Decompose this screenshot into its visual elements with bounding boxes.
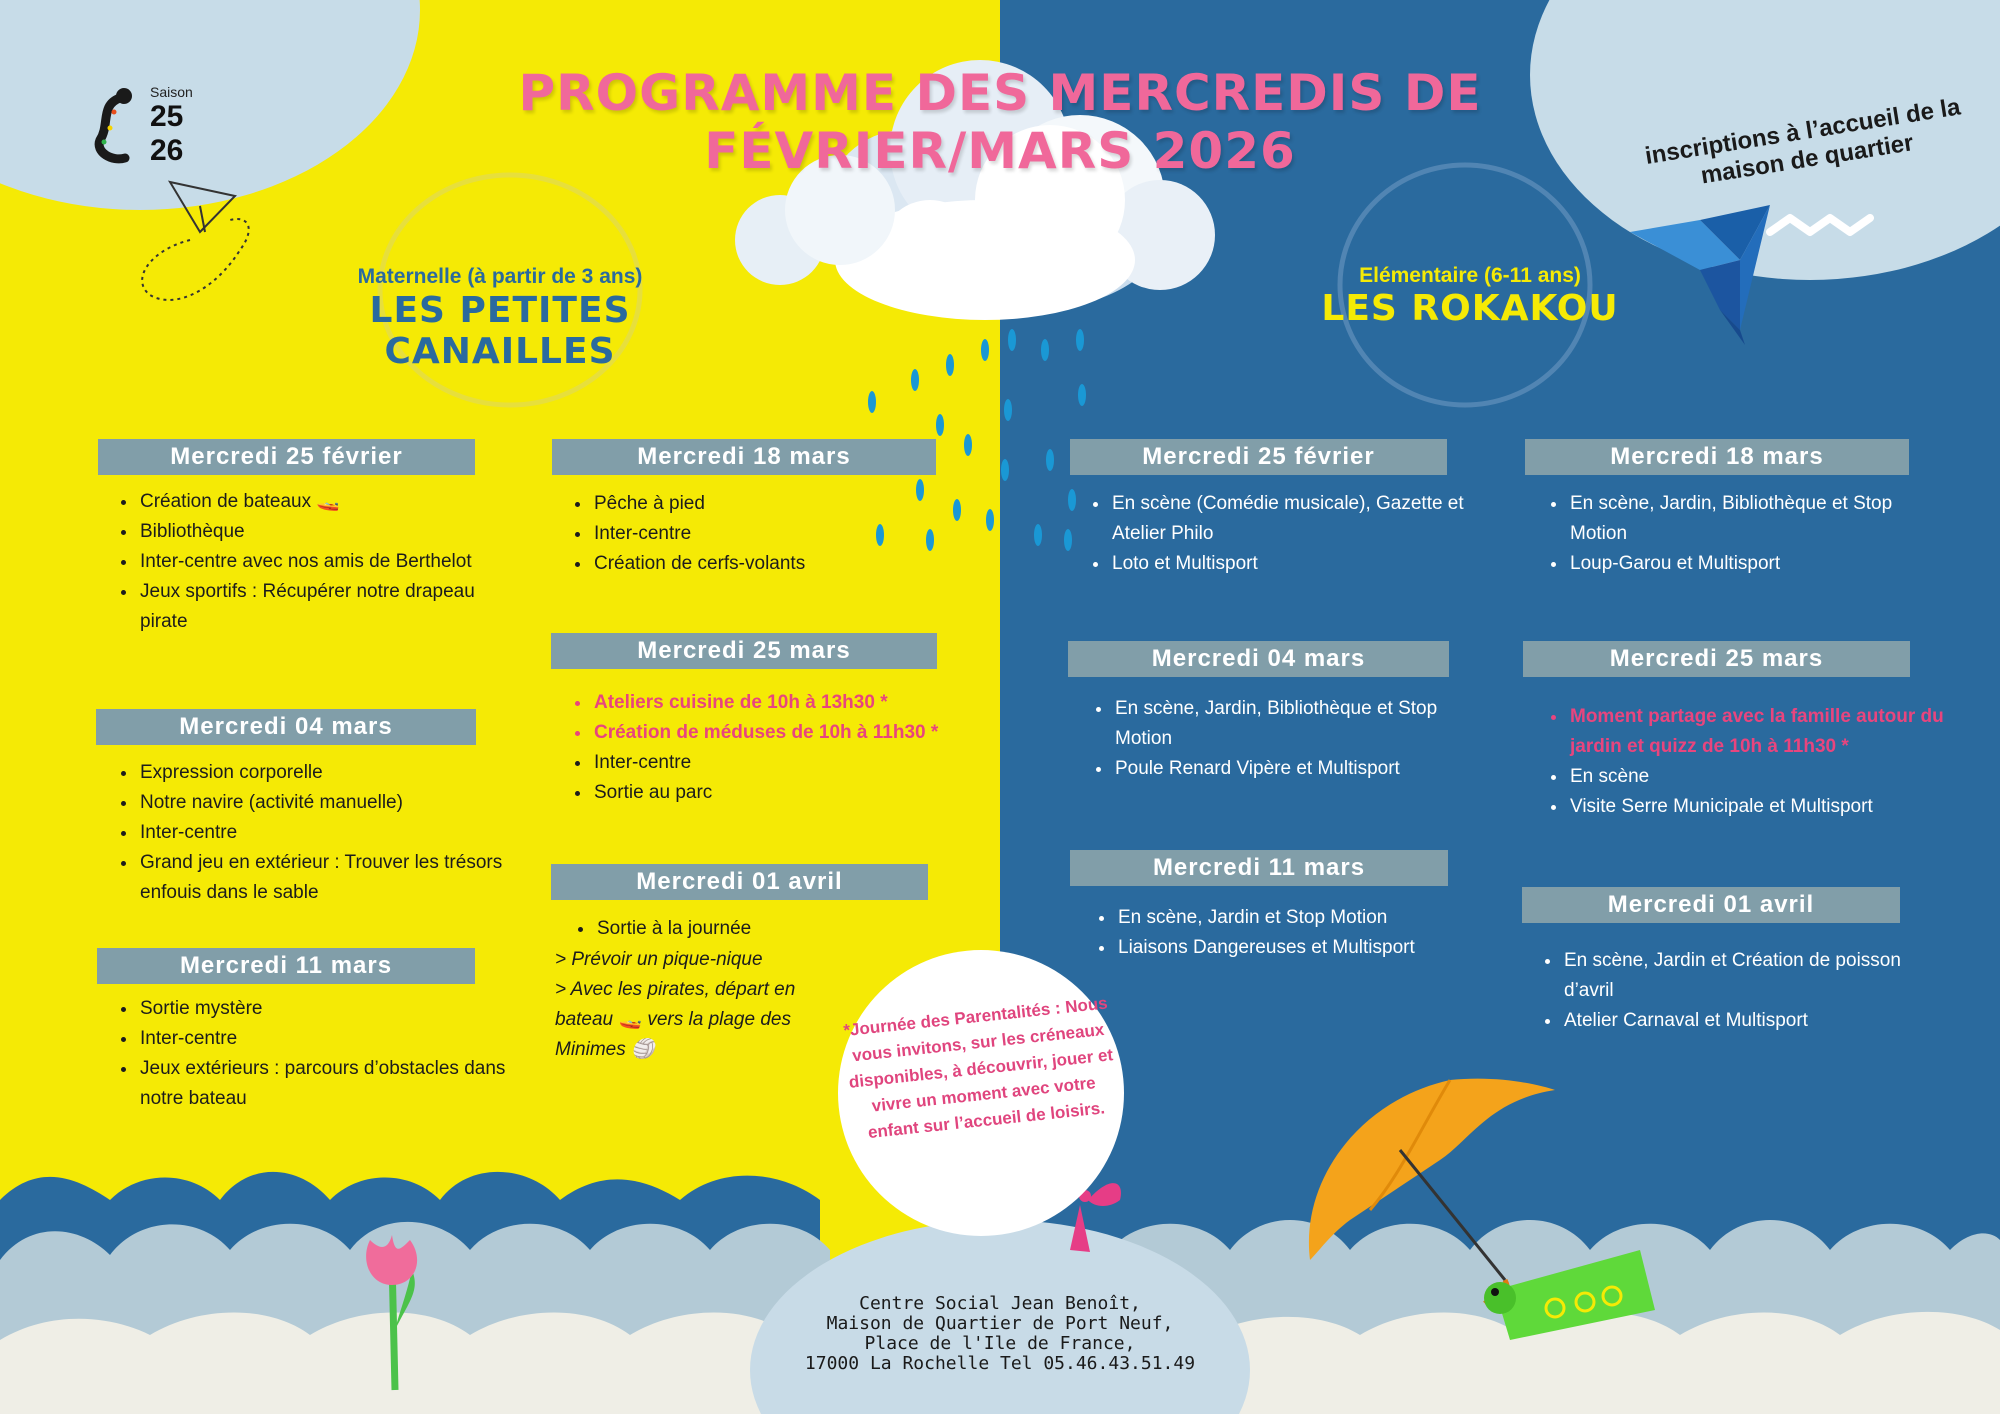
activity-list [562,489,972,579]
activity-list [1538,702,1948,822]
list-item: • Expression corporelle [138,758,508,788]
address-block [760,1294,1240,1374]
note-line: > Prévoir un pique-nique [555,949,763,970]
day-header: Mercredi 11 mars [97,948,475,984]
list-item: • Sortie au parc [592,778,992,808]
page-title: PROGRAMME DES MERCREDIS DE FÉVRIER/MARS 2026 [518,64,1482,180]
list-item: • Inter-centre [138,1024,508,1054]
list-item: • Liaisons Dangereuses et Multisport [1116,933,1486,963]
address-line: Place de l'Ile de France, [864,1333,1136,1354]
paper-plane-icon [142,182,249,300]
list-item: • Notre navire (activité manuelle) [138,788,508,818]
elementaire-subtitle: Elémentaire (6-11 ans) [1359,264,1581,287]
elementaire-name: LES ROKAKOU [1321,288,1619,329]
activity-list [562,688,992,808]
list-item: • Jeux sportifs : Récupérer notre drapeau pirate [138,577,508,637]
address-line: 17000 La Rochelle Tel 05.46.43.51.49 [804,1353,1196,1374]
list-item: • Pêche à pied [592,489,972,519]
season-label: Saison [150,84,193,100]
list-item: • Moment partage avec la famille autour du jardin et quizz de 10h à 11h30 * [1568,702,1948,762]
maternelle-name: LES PETITES CANAILLES [369,290,631,372]
list-item: • Inter-centre avec nos amis de Berthelot [138,547,508,577]
list-item: • Grand jeu en extérieur : Trouver les trésors enfouis dans le sable [138,848,508,908]
list-item: • En scène, Jardin et Stop Motion [1116,903,1486,933]
note-line: > Avec les pirates, départ en bateau 🚤 vers la plage des Minimes 🏐 [555,979,796,1060]
maternelle-subtitle: Maternelle (à partir de 3 ans) [357,265,643,288]
list-item: • Loup-Garou et Multisport [1568,549,1938,579]
list-item: • Visite Serre Municipale et Multisport [1568,792,1948,822]
day-header: Mercredi 18 mars [552,439,936,475]
list-item: • Inter-centre [592,519,972,549]
activity-list [108,487,508,637]
day-header: Mercredi 25 mars [1523,641,1910,677]
activity-list [1532,946,1932,1036]
outing-notes [555,945,815,1065]
list-item: • En scène, Jardin et Création de poisson d’avril [1562,946,1932,1006]
list-item: • Création de cerfs-volants [592,549,972,579]
list-item: • Inter-centre [138,818,508,848]
list-item: • Atelier Carnaval et Multisport [1562,1006,1932,1036]
activity-list [1080,489,1480,579]
day-header: Mercredi 25 février [1070,439,1447,475]
list-item: • En scène [1568,762,1948,792]
activity-list [565,914,895,944]
day-header: Mercredi 25 mars [551,633,937,669]
activity-list [1538,489,1938,579]
season-year-end: 26 [150,134,184,167]
list-item: • Sortie mystère [138,994,508,1024]
activity-list [1086,903,1486,963]
list-item: • Sortie à la journée [595,914,895,944]
list-item: • Loto et Multisport [1110,549,1480,579]
activity-list [108,994,508,1114]
parentalite-text: *Journée des Parentalités : Nous vous invitons, sur les créneaux disponibles, à découvrir, jouer et vivre un moment avec votre enfant sur l’accueil de loisirs. [842,993,1114,1143]
list-item: • En scène (Comédie musicale), Gazette et Atelier Philo [1110,489,1480,549]
day-header: Mercredi 11 mars [1070,850,1448,886]
list-item: • En scène, Jardin, Bibliothèque et Stop Motion [1113,694,1483,754]
list-item: • Création de bateaux 🚤 [138,487,508,517]
day-header: Mercredi 01 avril [551,864,928,900]
day-header: Mercredi 18 mars [1525,439,1909,475]
activity-list [1083,694,1483,784]
day-header: Mercredi 04 mars [96,709,476,745]
day-header: Mercredi 04 mars [1068,641,1449,677]
day-header: Mercredi 01 avril [1522,887,1900,923]
season-badge [150,84,210,168]
salamander-icon [99,88,132,159]
address-line: Maison de Quartier de Port Neuf, [826,1313,1174,1334]
address-line: Centre Social Jean Benoît, [859,1293,1141,1314]
day-header: Mercredi 25 février [98,439,475,475]
registration-note: inscriptions à l’accueil de la maison de quartier [1643,93,1963,190]
list-item: • Inter-centre [592,748,992,778]
list-item: • Création de méduses de 10h à 11h30 * [592,718,992,748]
list-item: • En scène, Jardin, Bibliothèque et Stop Motion [1568,489,1938,549]
zigzag-decoration [1770,218,1870,232]
season-year-start: 25 [150,100,184,133]
list-item: • Ateliers cuisine de 10h à 13h30 * [592,688,992,718]
list-item: • Jeux extérieurs : parcours d’obstacles dans notre bateau [138,1054,508,1114]
activity-list [108,758,508,908]
list-item: • Bibliothèque [138,517,508,547]
list-item: • Poule Renard Vipère et Multisport [1113,754,1483,784]
